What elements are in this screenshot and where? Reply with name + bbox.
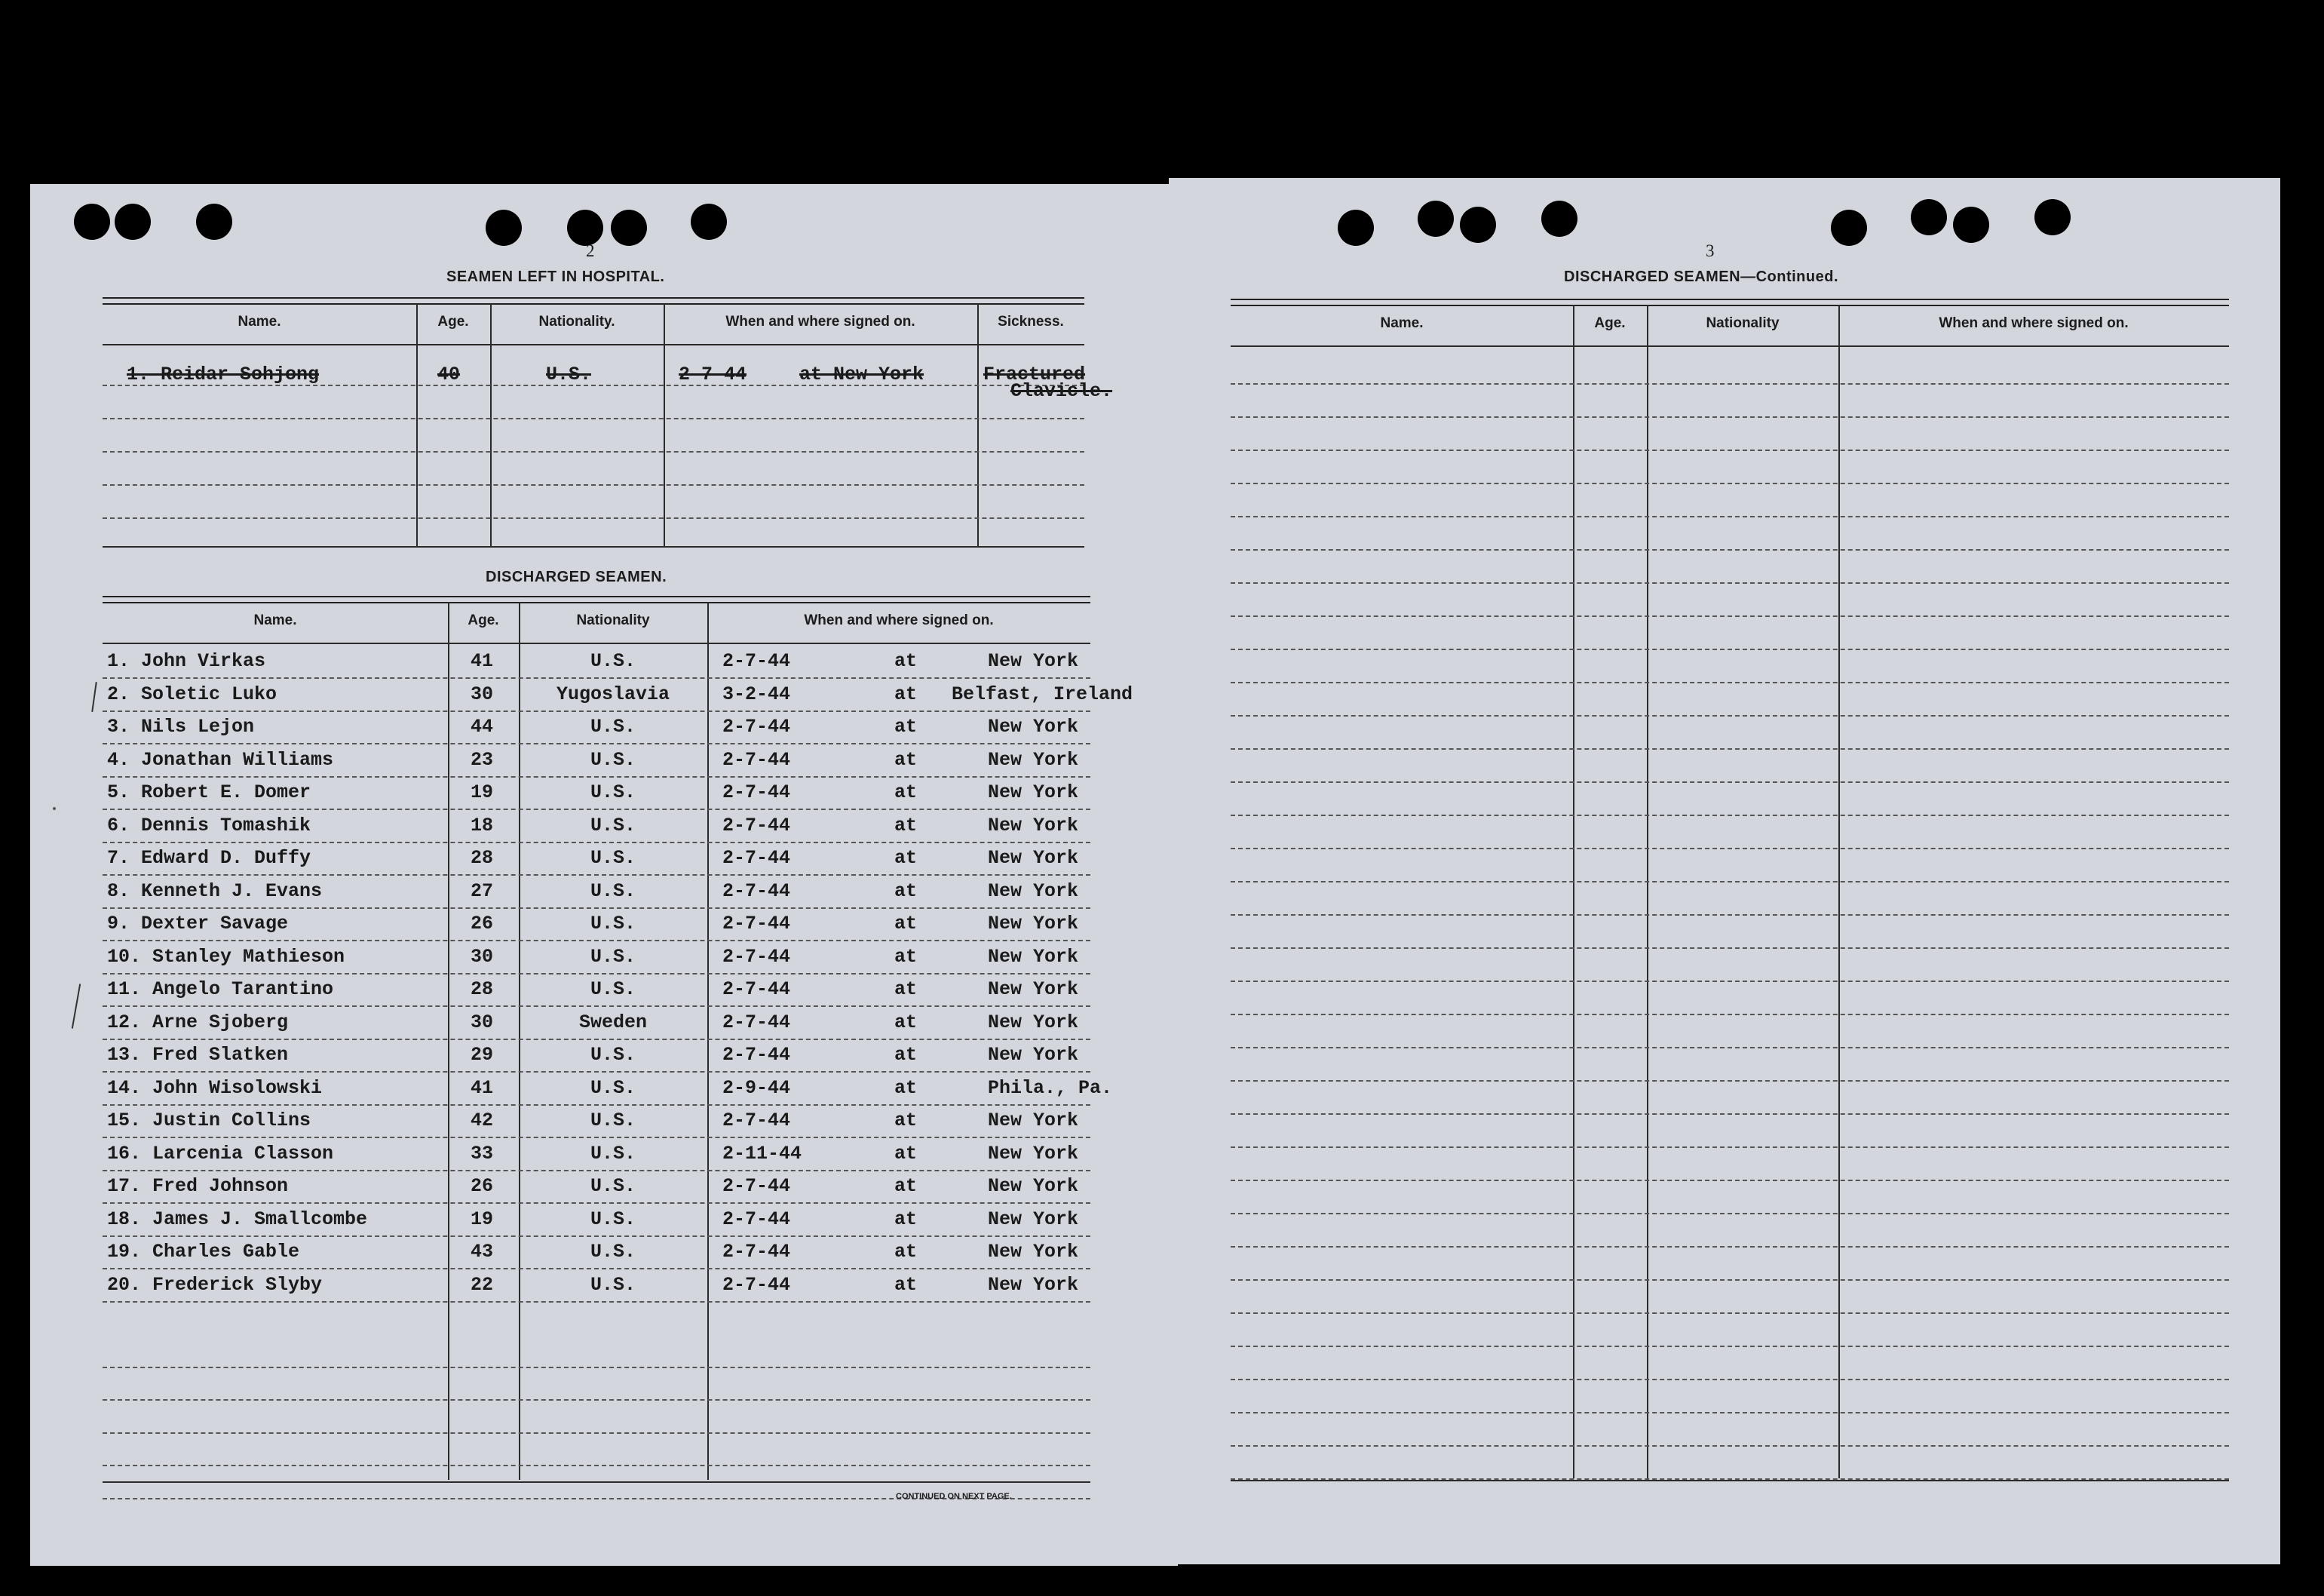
row-name: 8. Kenneth J. Evans [107, 879, 323, 902]
row-date: 2-7-44 [722, 716, 791, 738]
row-nationality: U.S. [590, 814, 636, 836]
row-nationality: U.S. [590, 650, 636, 672]
row-age: 19 [471, 1208, 494, 1230]
row-at: at [894, 1044, 918, 1066]
row-name: 13. Fred Slatken [107, 1044, 289, 1066]
row-at: at [894, 879, 918, 902]
row-date: 2-7-44 [722, 781, 791, 803]
row-place: New York [988, 814, 1079, 836]
row-name: 17. Fred Johnson [107, 1175, 289, 1197]
check-mark-icon [91, 682, 97, 712]
header-sickness: Sickness. [998, 314, 1064, 330]
row-date: 2-7-44 [722, 814, 791, 836]
row-at: at [894, 1110, 918, 1131]
row-place: New York [988, 781, 1079, 803]
row-at: at [894, 847, 918, 869]
row-age: 33 [471, 1142, 494, 1165]
page-right [1169, 178, 2280, 1564]
row-at: at [894, 748, 918, 771]
row-place: New York [988, 978, 1079, 1000]
row-nationality: U.S. [590, 716, 636, 738]
row-place: New York [988, 1273, 1079, 1296]
header-signed: When and where signed on. [725, 314, 915, 330]
row-nationality: U.S. [590, 879, 636, 902]
row-date: 2-7-44 [722, 650, 791, 672]
row-name: 5. Robert E. Domer [107, 781, 311, 803]
row-nationality: U.S. [590, 1241, 636, 1263]
row-at: at [894, 978, 918, 1000]
row-place: Phila., Pa. [988, 1076, 1113, 1099]
header-name: Name. [1380, 315, 1424, 331]
row-nationality: U.S. [590, 781, 636, 803]
row-nationality: U.S. [590, 1273, 636, 1296]
row-place: New York [988, 879, 1079, 902]
row-name: 1. John Virkas [107, 650, 266, 672]
row-at: at [894, 1175, 918, 1197]
row-name: 11. Angelo Tarantino [107, 978, 334, 1000]
row-nationality: U.S. [590, 945, 636, 968]
row-age: 30 [471, 1011, 494, 1033]
row-at: at [894, 1273, 918, 1296]
row-nationality: Yugoslavia [556, 683, 670, 705]
punch-hole-icon [1953, 207, 1989, 243]
row-date: 2-7-44 [722, 748, 791, 771]
row-date: 2-7-44 [722, 1044, 791, 1066]
punch-hole-icon [74, 204, 110, 240]
row-date: 2-7-44 [722, 847, 791, 869]
row-date: 2-7-44 [722, 1175, 791, 1197]
row-date: 2-11-44 [722, 1142, 802, 1165]
row-at: at [894, 1142, 918, 1165]
punch-hole-icon [1338, 210, 1374, 246]
header-name: Name. [238, 314, 281, 330]
punch-hole-icon [1541, 201, 1577, 237]
header-name: Name. [253, 612, 297, 628]
row-place: New York [988, 748, 1079, 771]
row-name: 19. Charles Gable [107, 1241, 300, 1263]
continued-note: CONTINUED ON NEXT PAGE. [896, 1492, 1012, 1501]
row-date: 2-9-44 [722, 1076, 791, 1099]
punch-hole-icon [2034, 199, 2071, 235]
row-nationality: U.S. [590, 978, 636, 1000]
row-at: at [894, 1241, 918, 1263]
row-age: 19 [471, 781, 494, 803]
row-name: 16. Larcenia Classon [107, 1142, 334, 1165]
row-age: 30 [471, 945, 494, 968]
header-age: Age. [437, 314, 469, 330]
row-nationality: U.S. [590, 913, 636, 935]
row-place: New York [988, 1208, 1079, 1230]
punch-hole-icon [196, 204, 232, 240]
row-place: New York [988, 1011, 1079, 1033]
row-at: at [894, 1011, 918, 1033]
row-name: 20. Frederick Slyby [107, 1273, 323, 1296]
row-date: 2-7-44 [722, 1208, 791, 1230]
row-age: 41 [471, 650, 494, 672]
row-place: New York [988, 1110, 1079, 1131]
row-place: New York [988, 913, 1079, 935]
row-date: 2-7-44 [722, 1241, 791, 1263]
row-date: 3-2-44 [722, 683, 791, 705]
header-signed: When and where signed on. [804, 612, 994, 628]
punch-hole-icon [1460, 207, 1496, 243]
row-at: at [894, 650, 918, 672]
row-nationality: U.S. [590, 1175, 636, 1197]
header-nationality: Nationality [1706, 315, 1780, 331]
discharged-continued-table [1231, 299, 2229, 1484]
punch-hole-icon [115, 204, 151, 240]
row-age: 44 [471, 716, 494, 738]
check-mark-icon [72, 984, 81, 1028]
hospital-title: SEAMEN LEFT IN HOSPITAL. [446, 269, 665, 285]
row-nationality: U.S. [590, 1044, 636, 1066]
row-age: 41 [471, 1076, 494, 1099]
row-age: 28 [471, 978, 494, 1000]
punch-hole-icon [691, 204, 727, 240]
row-nationality: U.S. [590, 748, 636, 771]
row-date: 2-7-44 [722, 879, 791, 902]
row-date: 2-7-44 [722, 913, 791, 935]
row-age: 28 [471, 847, 494, 869]
hospital-row-nationality: U.S. [546, 364, 592, 385]
page-left [30, 184, 1178, 1566]
discharged-table [103, 596, 1133, 1486]
row-nationality: U.S. [590, 1076, 636, 1099]
row-name: 18. James J. Smallcombe [107, 1208, 368, 1230]
punch-hole-icon [1911, 199, 1947, 235]
row-place: New York [988, 1142, 1079, 1165]
row-date: 2-7-44 [722, 945, 791, 968]
row-name: 6. Dennis Tomashik [107, 814, 311, 836]
row-name: 9. Dexter Savage [107, 913, 289, 935]
row-name: 2. Soletic Luko [107, 683, 277, 705]
row-place: New York [988, 945, 1079, 968]
hospital-row-sickness: Fractured [983, 364, 1086, 385]
row-age: 42 [471, 1110, 494, 1131]
row-name: 7. Edward D. Duffy [107, 847, 311, 869]
row-nationality: U.S. [590, 1142, 636, 1165]
page-number: 2 [586, 241, 595, 260]
punch-hole-icon [486, 210, 522, 246]
row-date: 2-7-44 [722, 1011, 791, 1033]
row-place: New York [988, 1175, 1079, 1197]
row-age: 29 [471, 1044, 494, 1066]
row-at: at [894, 814, 918, 836]
punch-hole-icon [611, 210, 647, 246]
row-age: 26 [471, 1175, 494, 1197]
header-age: Age. [1594, 315, 1626, 331]
speck [53, 807, 56, 810]
row-place: New York [988, 1044, 1079, 1066]
continued-title: DISCHARGED SEAMEN—Continued. [1564, 269, 1838, 285]
row-name: 15. Justin Collins [107, 1110, 311, 1131]
row-age: 27 [471, 879, 494, 902]
row-age: 23 [471, 748, 494, 771]
row-at: at [894, 1076, 918, 1099]
header-nationality: Nationality [576, 612, 650, 628]
row-date: 2-7-44 [722, 978, 791, 1000]
row-age: 18 [471, 814, 494, 836]
punch-hole-icon [567, 210, 603, 246]
row-place: New York [988, 650, 1079, 672]
row-at: at [894, 913, 918, 935]
discharged-title: DISCHARGED SEAMEN. [486, 569, 667, 585]
row-name: 10. Stanley Mathieson [107, 945, 345, 968]
row-place: New York [988, 1241, 1079, 1263]
row-nationality: U.S. [590, 847, 636, 869]
hospital-row-name: 1. Reidar Sohjong [127, 364, 320, 385]
row-age: 26 [471, 913, 494, 935]
row-name: 14. John Wisolowski [107, 1076, 323, 1099]
header-age: Age. [468, 612, 499, 628]
hospital-table [103, 297, 1113, 552]
row-place: New York [988, 847, 1079, 869]
row-at: at [894, 716, 918, 738]
hospital-row-sickness-2: Clavicle. [1010, 380, 1113, 402]
row-nationality: U.S. [590, 1110, 636, 1131]
row-at: at [894, 945, 918, 968]
row-name: 4. Jonathan Williams [107, 748, 334, 771]
punch-hole-icon [1418, 201, 1454, 237]
row-date: 2-7-44 [722, 1273, 791, 1296]
page-number: 3 [1706, 241, 1715, 260]
row-at: at [894, 781, 918, 803]
row-nationality: Sweden [578, 1011, 647, 1033]
row-date: 2-7-44 [722, 1110, 791, 1131]
row-place: Belfast, Ireland [952, 683, 1133, 705]
row-place: New York [988, 716, 1079, 738]
row-age: 22 [471, 1273, 494, 1296]
header-signed: When and where signed on. [1939, 315, 2129, 331]
row-age: 30 [471, 683, 494, 705]
hospital-row-place: at New York [799, 364, 924, 385]
punch-hole-icon [1831, 210, 1867, 246]
row-name: 12. Arne Sjoberg [107, 1011, 289, 1033]
row-nationality: U.S. [590, 1208, 636, 1230]
hospital-row-age: 40 [437, 364, 461, 385]
hospital-row-date: 2-7-44 [679, 364, 747, 385]
row-at: at [894, 683, 918, 705]
row-at: at [894, 1208, 918, 1230]
row-name: 3. Nils Lejon [107, 716, 255, 738]
row-age: 43 [471, 1241, 494, 1263]
header-nationality: Nationality. [538, 314, 615, 330]
